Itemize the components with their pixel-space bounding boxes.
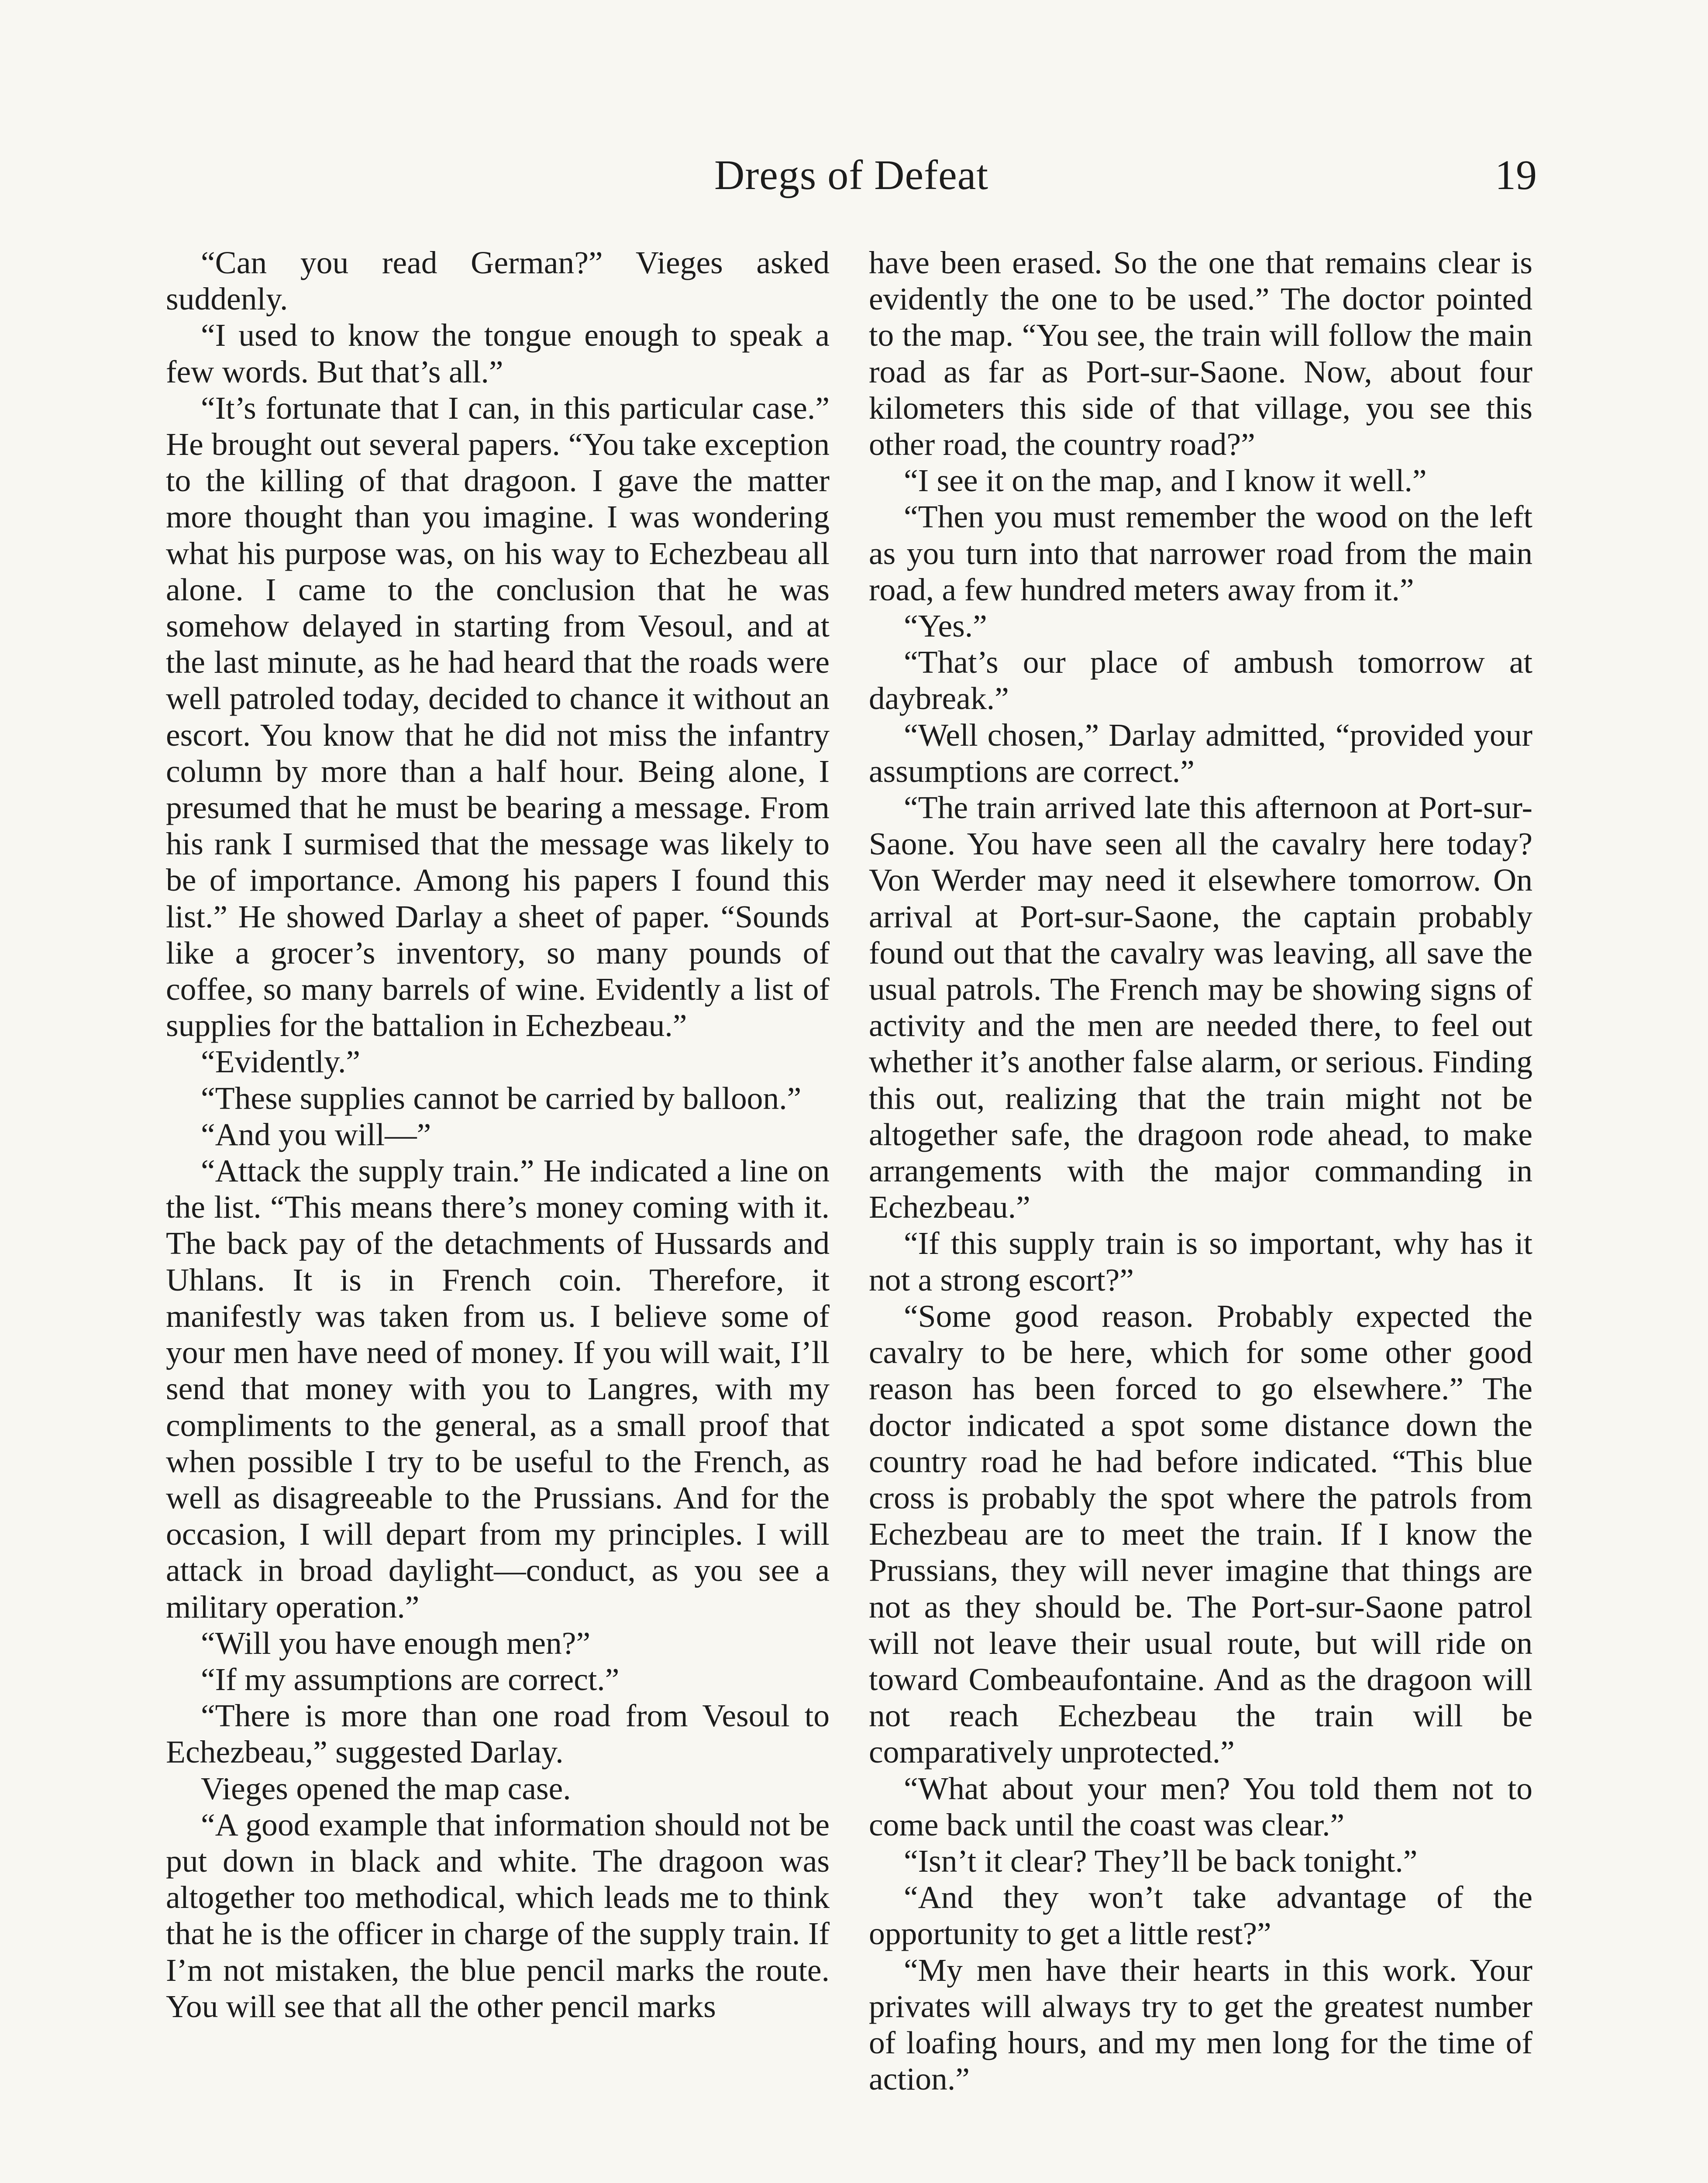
left-column (166, 244, 830, 2025)
running-head (166, 151, 1537, 212)
paragraph: “I see it on the map, and I know it well.” (904, 462, 1427, 499)
paragraph: “It’s fortunate that I can, in this particular case.” He brought out several papers. “You take exception to the killing of that dragoon. I gave the matter more thought than you imagine. I was wondering what his purpose was, on his way to Echezbeau all alone. I came to the conclusion that he was somehow delayed in starting from Vesoul, and at the last minute, as he had heard that the roads were well patroled today, decided to chance it without an escort. You know that he did not miss the infantry column by more than a half hour. Being alone, I presumed that he must be bearing a message. From his rank I surmised that the message was likely to be of importance. Among his papers I found this list.” He showed Darlay a sheet of paper. “Sounds like a grocer’s inventory, so many pounds of coffee, so many barrels of wine. Evidently a list of supplies for the battalion in Echezbeau.” (166, 389, 830, 1043)
paragraph: “Then you must remember the wood on the left as you turn into that narrower road from the main road, a few hundred meters away from it.” (869, 499, 1532, 607)
paragraph: “Attack the supply train.” He indicated a line on the list. “This means there’s money coming with it. The back pay of the detachments of Hussards and Uhlans. It is in French coin. Therefore, it manifestly was taken from us. I believe some of your men have need of money. If you will wait, I’ll send that money with you to Langres, with my compliments to the general, as a small proof that when possible I try to be useful to the French, as well as disagreeable to the Prussians. And for the occasion, I will depart from my principles. I will attack in broad daylight—conduct, as you see a military operation.” (166, 1153, 830, 1625)
paragraph-continued: have been erased. So the one that remains clear is evidently the one to be used.” The doctor pointed to the map. “You see, the train will follow the main road as far as Port-sur-Saone. Now, about four kilometers this side of that village, you see this other road, the country road?” (869, 244, 1532, 462)
paragraph: Vieges opened the map case. (201, 1770, 571, 1806)
paragraph: “And you will—” (201, 1116, 431, 1152)
right-column (869, 244, 1532, 2097)
paragraph: “Yes.” (904, 608, 987, 644)
paragraph: “What about your men? You told them not to come back until the coast was clear.” (869, 1770, 1532, 1842)
chapter-title: Dregs of Defeat (714, 152, 989, 198)
paragraph: “These supplies cannot be carried by balloon.” (201, 1080, 802, 1116)
paragraph: “My men have their hearts in this work. Your privates will always try to get the greatest number of loafing hours, and my men long for the time of action.” (869, 1952, 1532, 2097)
paragraph: “If my assumptions are correct.” (201, 1661, 620, 1697)
page-number: 19 (1495, 152, 1537, 198)
paragraph: “A good example that information should not be put down in black and white. The dragoon was altogether too methodical, which leads me to think that he is the officer in charge of the supply train. If I’m not mistaken, the blue pencil marks the route. You will see that all the other pencil marks (166, 1806, 830, 2024)
paragraph: “If this supply train is so important, why has it not a strong escort?” (869, 1225, 1532, 1298)
paragraph: “That’s our place of ambush tomorrow at daybreak.” (869, 644, 1532, 716)
paragraph: “Can you read German?” Vieges asked suddenly. (166, 244, 830, 317)
paragraph: “I used to know the tongue enough to speak a few words. But that’s all.” (166, 317, 830, 389)
paragraph: “Some good reason. Probably expected the cavalry to be here, which for some other good reason has been forced to go elsewhere.” The doctor indicated a spot some distance down the country road he had before indicated. “This blue cross is probably the spot where the patrols from Echezbeau are to meet the train. If I know the Prussians, they will never imagine that things are not as they should be. The Port-sur-Saone patrol will not leave their usual route, but will ride on toward Combeaufontaine. And as the dragoon will not reach Echezbeau the train will be comparatively unprotected.” (869, 1298, 1532, 1770)
paragraph: “The train arrived late this afternoon at Port-sur-Saone. You have seen all the cavalry here today? Von Werder may need it elsewhere tomorrow. On arrival at Port-sur-Saone, the captain probably found out that the cavalry was leaving, all save the usual patrols. The French may be showing signs of activity and the men are needed there, to feel out whether it’s another false alarm, or serious. Finding this out, realizing that the train might not be altogether safe, the dragoon rode ahead, to make arrangements with the major commanding in Echezbeau.” (869, 789, 1532, 1225)
paragraph: “Well chosen,” Darlay admitted, “provided your assumptions are correct.” (869, 716, 1532, 789)
paragraph: “There is more than one road from Vesoul to Echezbeau,” suggested Darlay. (166, 1698, 830, 1770)
paragraph: “Isn’t it clear? They’ll be back tonight.” (904, 1842, 1418, 1879)
paragraph: “Will you have enough men?” (201, 1625, 591, 1661)
paragraph: “Evidently.” (201, 1043, 361, 1080)
paragraph: “And they won’t take advantage of the opportunity to get a little rest?” (869, 1879, 1532, 1952)
